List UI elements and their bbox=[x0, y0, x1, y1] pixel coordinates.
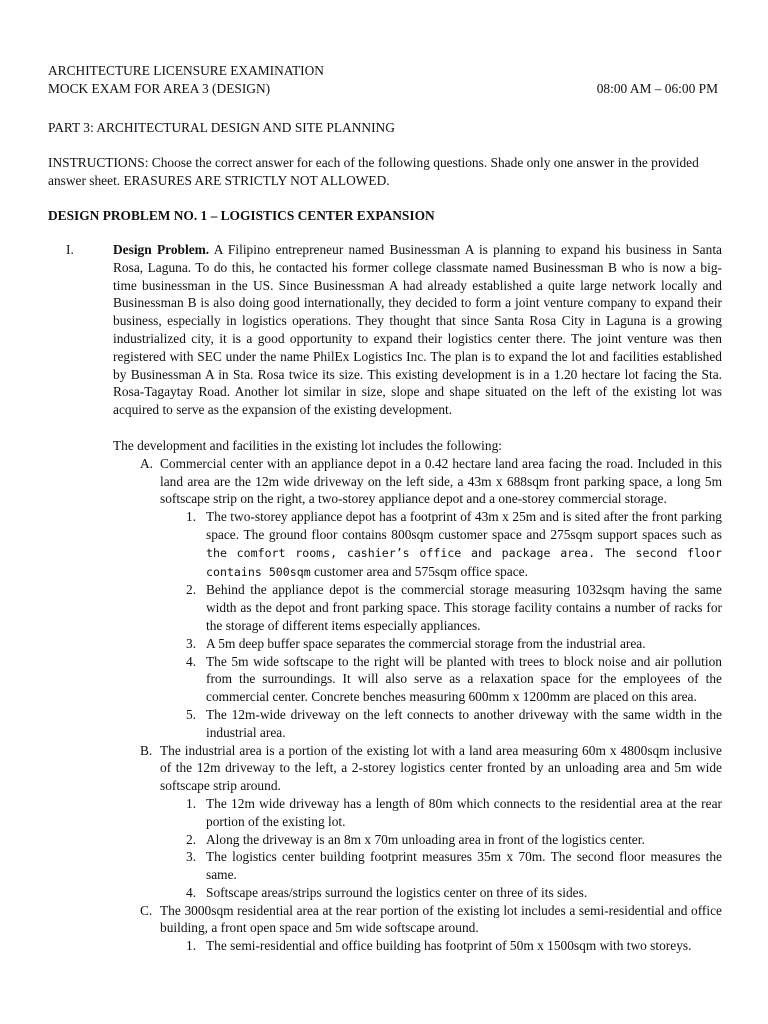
sub-item-text: Softscape areas/strips surround the logistics center on three of its sides. bbox=[206, 884, 588, 900]
sub-item bbox=[186, 848, 722, 884]
section-body bbox=[113, 241, 722, 955]
sub-item-marker: 4. bbox=[186, 884, 197, 900]
sub-item-text-end: customer area and 575sqm office space. bbox=[310, 563, 528, 579]
header-subtitle: MOCK EXAM FOR AREA 3 (DESIGN) bbox=[48, 80, 271, 96]
sub-item bbox=[186, 937, 722, 955]
list-item-c bbox=[140, 902, 722, 955]
sub-item-text: The 12m-wide driveway on the left connects to another driveway with the same width in the industrial area. bbox=[206, 706, 722, 740]
sub-item bbox=[186, 706, 722, 742]
sub-item-marker: 1. bbox=[186, 795, 197, 811]
sub-item-text: The semi-residential and office building has footprint of 50m x 1500sqm with two storeys. bbox=[206, 938, 692, 954]
item-marker: B. bbox=[140, 742, 153, 758]
item-text: The 3000sqm residential area at the rear portion of the existing lot includes a semi-residential and office building, a front open space and 5m wide softscape around. bbox=[160, 902, 722, 936]
item-text: The industrial area is a portion of the existing lot with a land area measuring 60m x 4800sqm inclusive of the 12m driveway to the left, a 2-storey logistics center fronted by an unloading area and 5m wide softscape strip around. bbox=[160, 742, 722, 794]
exam-header bbox=[48, 62, 718, 98]
sub-list bbox=[186, 795, 722, 902]
list-item-a bbox=[140, 455, 722, 742]
sub-item bbox=[186, 508, 722, 581]
sub-item-text: Behind the appliance depot is the commercial storage measuring 1032sqm having the same width as the depot and front parking space. This storage facility contains a number of racks for the storage of different items especially appliances. bbox=[206, 582, 722, 633]
header-row bbox=[48, 80, 718, 98]
sub-item-marker: 1. bbox=[186, 938, 197, 954]
sub-item-text: The 5m wide softscape to the right will be planted with trees to block noise and air pollution from the surroundings. It will also serve as a relaxation space for the employees of the commercial center. Concrete benches measuring 600mm x 1200mm are placed on this area. bbox=[206, 653, 722, 705]
sub-item bbox=[186, 581, 722, 634]
sub-item-text: The 12m wide driveway has a length of 80m which connects to the residential area at the rear portion of the existing lot. bbox=[206, 795, 722, 829]
sub-item-text: Along the driveway is an 8m x 70m unloading area in front of the logistics center. bbox=[206, 831, 645, 847]
sub-item-text-mono: the comfort rooms, cashier’s office and package area. The second floor contains 500sqm bbox=[206, 545, 722, 579]
sub-item-marker: 2. bbox=[186, 831, 197, 847]
design-problem-text: A Filipino entrepreneur named Businessman A is planning to expand his business in Santa Rosa, Laguna. To do this, he contacted his former college classmate named Businessman B who is now a big-time businessman in the US. Since Businessman A had already established a quite large network locally and Businessman B is also doing good internationally, they decided to form a joint venture company to expand their business, especially in logistics operations. They thought that since Santa Rosa City in Laguna is a growing industrialized city, it is a good opportunity to expand their logistics center there. The joint venture was then registered with SEC under the name PhilEx Logistics Inc. The plan is to expand the lot and facilities established by Businessman A in Sta. Rosa twice its size. This existing development is in a 1.20 hectare lot facing the Sta. Rosa-Tagaytay Road. Another lot similar in size, slope and shape situated on the left of the existing lot was acquired to serve as the expansion of the existing development. bbox=[113, 242, 722, 418]
sub-item-marker: 4. bbox=[186, 653, 197, 669]
instructions: INSTRUCTIONS: Choose the correct answer for each of the following questions. Shade only one answer in the provided answer sheet. ERASURES ARE STRICTLY NOT ALLOWED. bbox=[48, 155, 699, 188]
sub-list bbox=[186, 937, 722, 955]
item-marker: A. bbox=[140, 455, 154, 471]
sub-item-text: The logistics center building footprint measures 35m x 70m. The second floor measures the same. bbox=[206, 849, 722, 883]
sub-item-marker: 3. bbox=[186, 849, 197, 865]
sub-item-marker: 1. bbox=[186, 509, 197, 525]
sub-list bbox=[186, 508, 722, 741]
design-problem-paragraph bbox=[113, 241, 722, 419]
item-text: Commercial center with an appliance depot in a 0.42 hectare land area facing the road. Included in this land area are the 12m wide driveway on the left side, a 43m x 688sqm front parking space, a long 5m softscape strip on the right, a two-storey appliance depot and a one-storey commercial storage. bbox=[160, 455, 722, 507]
sub-item bbox=[186, 653, 722, 706]
section-numeral: I. bbox=[66, 242, 74, 257]
design-problem-title: DESIGN PROBLEM NO. 1 – LOGISTICS CENTER EXPANSION bbox=[48, 208, 435, 223]
sub-item-text: A 5m deep buffer space separates the commercial storage from the industrial area. bbox=[206, 635, 646, 651]
part-title: PART 3: ARCHITECTURAL DESIGN AND SITE PLANNING bbox=[48, 120, 395, 135]
exam-time: 08:00 AM – 06:00 PM bbox=[596, 80, 718, 96]
facilities-list bbox=[140, 455, 722, 955]
section-design-problem bbox=[48, 241, 722, 955]
sub-item bbox=[186, 884, 722, 902]
sub-item bbox=[186, 795, 722, 831]
sub-item-marker: 2. bbox=[186, 582, 197, 598]
sub-item-marker: 5. bbox=[186, 706, 197, 722]
sub-item-marker: 3. bbox=[186, 635, 197, 651]
sub-item bbox=[186, 831, 722, 849]
sub-item-text: The two-storey appliance depot has a footprint of 43m x 25m and is sited after the front parking space. The ground floor contains 800sqm customer space and 275sqm support spaces such as bbox=[206, 509, 722, 542]
item-marker: C. bbox=[140, 902, 153, 918]
sub-item bbox=[186, 635, 722, 653]
design-problem-lead: Design Problem. bbox=[113, 242, 210, 257]
list-item-b bbox=[140, 742, 722, 902]
development-intro: The development and facilities in the existing lot includes the following: bbox=[113, 437, 502, 453]
header-title: ARCHITECTURE LICENSURE EXAMINATION bbox=[48, 63, 324, 78]
